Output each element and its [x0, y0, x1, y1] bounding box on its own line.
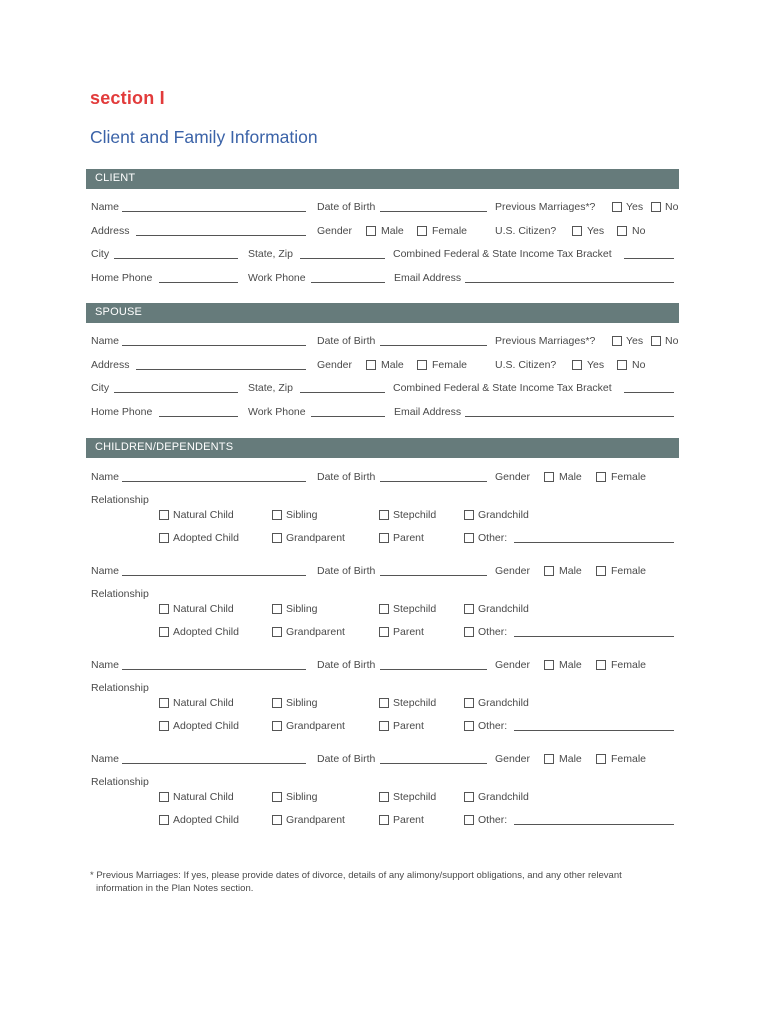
child-2-dob-label: Date of Birth — [317, 565, 376, 577]
spouse-home-phone-label: Home Phone — [91, 406, 153, 418]
spouse-citizen-yes-checkbox[interactable] — [572, 360, 582, 370]
child-2-sibling-label: Sibling — [286, 603, 318, 615]
client-prev-marriages-no-label: No — [665, 201, 679, 213]
children-header — [86, 438, 679, 458]
child-2-gender-female-checkbox[interactable] — [596, 566, 606, 576]
client-prev-marriages-no-checkbox[interactable] — [651, 202, 661, 212]
child-3-name-label: Name — [91, 659, 120, 671]
client-state-zip-label: State, Zip — [248, 248, 293, 260]
child-3-name-field[interactable] — [122, 669, 306, 670]
child-2-gender-label: Gender — [495, 565, 531, 577]
child-3-relationship-label: Relationship — [91, 682, 149, 694]
spouse-name-label: Name — [91, 335, 120, 347]
child-3-sibling-checkbox[interactable] — [272, 698, 282, 708]
child-3-natural-child-checkbox[interactable] — [159, 698, 169, 708]
spouse-address-label: Address — [91, 359, 130, 371]
spouse-state-zip-field[interactable] — [300, 392, 385, 393]
spouse-citizen-no-checkbox[interactable] — [617, 360, 627, 370]
child-2-stepchild-checkbox[interactable] — [379, 604, 389, 614]
client-dob-field[interactable] — [380, 211, 487, 212]
client-work-phone-label: Work Phone — [248, 272, 306, 284]
child-1-name-field[interactable] — [122, 481, 306, 482]
child-2-gender-male-label: Male — [559, 565, 582, 577]
child-3-grandchild-checkbox[interactable] — [464, 698, 474, 708]
client-prev-marriages-yes-checkbox[interactable] — [612, 202, 622, 212]
child-1-name-label: Name — [91, 471, 120, 483]
child-1-stepchild-label: Stepchild — [393, 509, 437, 521]
child-2-dob-field[interactable] — [380, 575, 487, 576]
child-1-parent-checkbox[interactable] — [379, 533, 389, 543]
spouse-email-label: Email Address — [394, 406, 462, 418]
child-2-parent-label: Parent — [393, 626, 424, 638]
child-1-other-label: Other: — [478, 532, 508, 544]
child-4-gender-female-checkbox[interactable] — [596, 754, 606, 764]
client-gender-female-label: Female — [432, 225, 468, 237]
child-3-grandchild-label: Grandchild — [478, 697, 529, 709]
spouse-city-label: City — [91, 382, 110, 394]
child-3-gender-female-label: Female — [611, 659, 647, 671]
client-address-field[interactable] — [136, 235, 306, 236]
child-4-sibling-checkbox[interactable] — [272, 792, 282, 802]
child-4-grandchild-label: Grandchild — [478, 791, 529, 803]
spouse-header-label: SPOUSE — [95, 306, 143, 318]
client-city-label: City — [91, 248, 110, 260]
child-2-other-checkbox[interactable] — [464, 627, 474, 637]
client-citizen-no-label: No — [632, 225, 646, 237]
client-citizen-label: U.S. Citizen? — [495, 225, 557, 237]
spouse-state-zip-label: State, Zip — [248, 382, 293, 394]
child-4-gender-female-label: Female — [611, 753, 647, 765]
child-4-grandparent-label: Grandparent — [286, 814, 345, 826]
client-home-phone-label: Home Phone — [91, 272, 153, 284]
child-3-dob-label: Date of Birth — [317, 659, 376, 671]
child-2-gender-female-label: Female — [611, 565, 647, 577]
child-4-natural-child-checkbox[interactable] — [159, 792, 169, 802]
child-1-grandparent-label: Grandparent — [286, 532, 345, 544]
child-2-natural-child-label: Natural Child — [173, 603, 234, 615]
spouse-gender-female-label: Female — [432, 359, 468, 371]
child-1-dob-label: Date of Birth — [317, 471, 376, 483]
client-citizen-yes-label: Yes — [587, 225, 605, 237]
child-3-parent-label: Parent — [393, 720, 424, 732]
child-1-gender-female-checkbox[interactable] — [596, 472, 606, 482]
child-3-grandparent-checkbox[interactable] — [272, 721, 282, 731]
client-gender-male-checkbox[interactable] — [366, 226, 376, 236]
child-3-other-label: Other: — [478, 720, 508, 732]
section-label: section I — [90, 88, 165, 108]
child-4-other-field[interactable] — [514, 824, 674, 825]
child-1-gender-female-label: Female — [611, 471, 647, 483]
child-2-grandchild-label: Grandchild — [478, 603, 529, 615]
child-1-sibling-label: Sibling — [286, 509, 318, 521]
spouse-dob-field[interactable] — [380, 345, 487, 346]
child-2-relationship-label: Relationship — [91, 588, 149, 600]
child-3-adopted-child-label: Adopted Child — [173, 720, 239, 732]
child-1-other-field[interactable] — [514, 542, 674, 543]
client-work-phone-field[interactable] — [311, 282, 385, 283]
client-citizen-no-checkbox[interactable] — [617, 226, 627, 236]
spouse-citizen-label: U.S. Citizen? — [495, 359, 557, 371]
client-prev-marriages-label: Previous Marriages*? — [495, 201, 596, 213]
client-tax-bracket-field[interactable] — [624, 258, 674, 259]
child-1-sibling-checkbox[interactable] — [272, 510, 282, 520]
child-4-gender-male-label: Male — [559, 753, 582, 765]
child-2-grandparent-checkbox[interactable] — [272, 627, 282, 637]
child-2-stepchild-label: Stepchild — [393, 603, 437, 615]
child-1-adopted-child-label: Adopted Child — [173, 532, 239, 544]
client-gender-female-checkbox[interactable] — [417, 226, 427, 236]
child-4-gender-label: Gender — [495, 753, 531, 765]
child-4-dob-field[interactable] — [380, 763, 487, 764]
child-1-grandparent-checkbox[interactable] — [272, 533, 282, 543]
child-2-gender-male-checkbox[interactable] — [544, 566, 554, 576]
child-4-grandparent-checkbox[interactable] — [272, 815, 282, 825]
child-4-adopted-child-label: Adopted Child — [173, 814, 239, 826]
child-3-other-field[interactable] — [514, 730, 674, 731]
spouse-gender-male-label: Male — [381, 359, 404, 371]
child-1-natural-child-label: Natural Child — [173, 509, 234, 521]
child-2-sibling-checkbox[interactable] — [272, 604, 282, 614]
child-2-grandchild-checkbox[interactable] — [464, 604, 474, 614]
client-city-field[interactable] — [114, 258, 238, 259]
child-1-grandchild-checkbox[interactable] — [464, 510, 474, 520]
child-1-gender-male-checkbox[interactable] — [544, 472, 554, 482]
client-citizen-yes-checkbox[interactable] — [572, 226, 582, 236]
client-email-label: Email Address — [394, 272, 462, 284]
child-3-gender-male-label: Male — [559, 659, 582, 671]
spouse-header — [86, 303, 679, 323]
child-4-natural-child-label: Natural Child — [173, 791, 234, 803]
child-3-grandparent-label: Grandparent — [286, 720, 345, 732]
child-2-natural-child-checkbox[interactable] — [159, 604, 169, 614]
spouse-home-phone-field[interactable] — [159, 416, 238, 417]
child-3-other-checkbox[interactable] — [464, 721, 474, 731]
spouse-prev-marriages-no-checkbox[interactable] — [651, 336, 661, 346]
child-3-adopted-child-checkbox[interactable] — [159, 721, 169, 731]
child-4-stepchild-label: Stepchild — [393, 791, 437, 803]
spouse-prev-marriages-yes-label: Yes — [626, 335, 644, 347]
spouse-prev-marriages-no-label: No — [665, 335, 679, 347]
child-2-name-label: Name — [91, 565, 120, 577]
child-2-adopted-child-label: Adopted Child — [173, 626, 239, 638]
child-1-relationship-label: Relationship — [91, 494, 149, 506]
child-4-parent-checkbox[interactable] — [379, 815, 389, 825]
client-name-field[interactable] — [122, 211, 306, 212]
child-4-name-label: Name — [91, 753, 120, 765]
spouse-citizen-no-label: No — [632, 359, 646, 371]
child-3-stepchild-label: Stepchild — [393, 697, 437, 709]
child-4-adopted-child-checkbox[interactable] — [159, 815, 169, 825]
client-dob-label: Date of Birth — [317, 201, 376, 213]
child-1-dob-field[interactable] — [380, 481, 487, 482]
spouse-dob-label: Date of Birth — [317, 335, 376, 347]
child-2-grandparent-label: Grandparent — [286, 626, 345, 638]
spouse-citizen-yes-label: Yes — [587, 359, 605, 371]
child-3-sibling-label: Sibling — [286, 697, 318, 709]
spouse-gender-male-checkbox[interactable] — [366, 360, 376, 370]
child-1-grandchild-label: Grandchild — [478, 509, 529, 521]
footnote-line-1: * Previous Marriages: If yes, please provide dates of divorce, details of any alimony/support obligations, and any other relevant — [90, 870, 622, 881]
spouse-name-field[interactable] — [122, 345, 306, 346]
spouse-gender-label: Gender — [317, 359, 353, 371]
client-name-label: Name — [91, 201, 120, 213]
child-2-adopted-child-checkbox[interactable] — [159, 627, 169, 637]
child-4-dob-label: Date of Birth — [317, 753, 376, 765]
client-gender-male-label: Male — [381, 225, 404, 237]
child-4-parent-label: Parent — [393, 814, 424, 826]
child-4-relationship-label: Relationship — [91, 776, 149, 788]
page-title: Client and Family Information — [90, 127, 318, 147]
client-state-zip-field[interactable] — [300, 258, 385, 259]
children-header-label: CHILDREN/DEPENDENTS — [95, 441, 234, 453]
child-3-natural-child-label: Natural Child — [173, 697, 234, 709]
spouse-tax-bracket-field[interactable] — [624, 392, 674, 393]
spouse-work-phone-label: Work Phone — [248, 406, 306, 418]
child-3-gender-label: Gender — [495, 659, 531, 671]
child-4-grandchild-checkbox[interactable] — [464, 792, 474, 802]
child-1-natural-child-checkbox[interactable] — [159, 510, 169, 520]
client-email-field[interactable] — [465, 282, 674, 283]
client-tax-bracket-label: Combined Federal & State Income Tax Bracket — [393, 248, 612, 260]
spouse-work-phone-field[interactable] — [311, 416, 385, 417]
child-1-gender-label: Gender — [495, 471, 531, 483]
client-prev-marriages-yes-label: Yes — [626, 201, 644, 213]
spouse-email-field[interactable] — [465, 416, 674, 417]
client-header-label: CLIENT — [95, 172, 136, 184]
child-1-other-checkbox[interactable] — [464, 533, 474, 543]
child-2-name-field[interactable] — [122, 575, 306, 576]
child-4-other-label: Other: — [478, 814, 508, 826]
spouse-prev-marriages-label: Previous Marriages*? — [495, 335, 596, 347]
child-1-adopted-child-checkbox[interactable] — [159, 533, 169, 543]
child-4-gender-male-checkbox[interactable] — [544, 754, 554, 764]
child-3-stepchild-checkbox[interactable] — [379, 698, 389, 708]
child-1-parent-label: Parent — [393, 532, 424, 544]
child-2-parent-checkbox[interactable] — [379, 627, 389, 637]
spouse-city-field[interactable] — [114, 392, 238, 393]
child-2-other-field[interactable] — [514, 636, 674, 637]
child-3-dob-field[interactable] — [380, 669, 487, 670]
spouse-address-field[interactable] — [136, 369, 306, 370]
child-4-sibling-label: Sibling — [286, 791, 318, 803]
client-address-label: Address — [91, 225, 130, 237]
child-4-name-field[interactable] — [122, 763, 306, 764]
child-4-other-checkbox[interactable] — [464, 815, 474, 825]
child-1-stepchild-checkbox[interactable] — [379, 510, 389, 520]
client-gender-label: Gender — [317, 225, 353, 237]
child-3-gender-male-checkbox[interactable] — [544, 660, 554, 670]
client-home-phone-field[interactable] — [159, 282, 238, 283]
spouse-prev-marriages-yes-checkbox[interactable] — [612, 336, 622, 346]
client-header — [86, 169, 679, 189]
spouse-gender-female-checkbox[interactable] — [417, 360, 427, 370]
footnote-line-2: information in the Plan Notes section. — [96, 883, 254, 894]
child-3-parent-checkbox[interactable] — [379, 721, 389, 731]
child-2-other-label: Other: — [478, 626, 508, 638]
child-1-gender-male-label: Male — [559, 471, 582, 483]
child-4-stepchild-checkbox[interactable] — [379, 792, 389, 802]
child-3-gender-female-checkbox[interactable] — [596, 660, 606, 670]
spouse-tax-bracket-label: Combined Federal & State Income Tax Bracket — [393, 382, 612, 394]
